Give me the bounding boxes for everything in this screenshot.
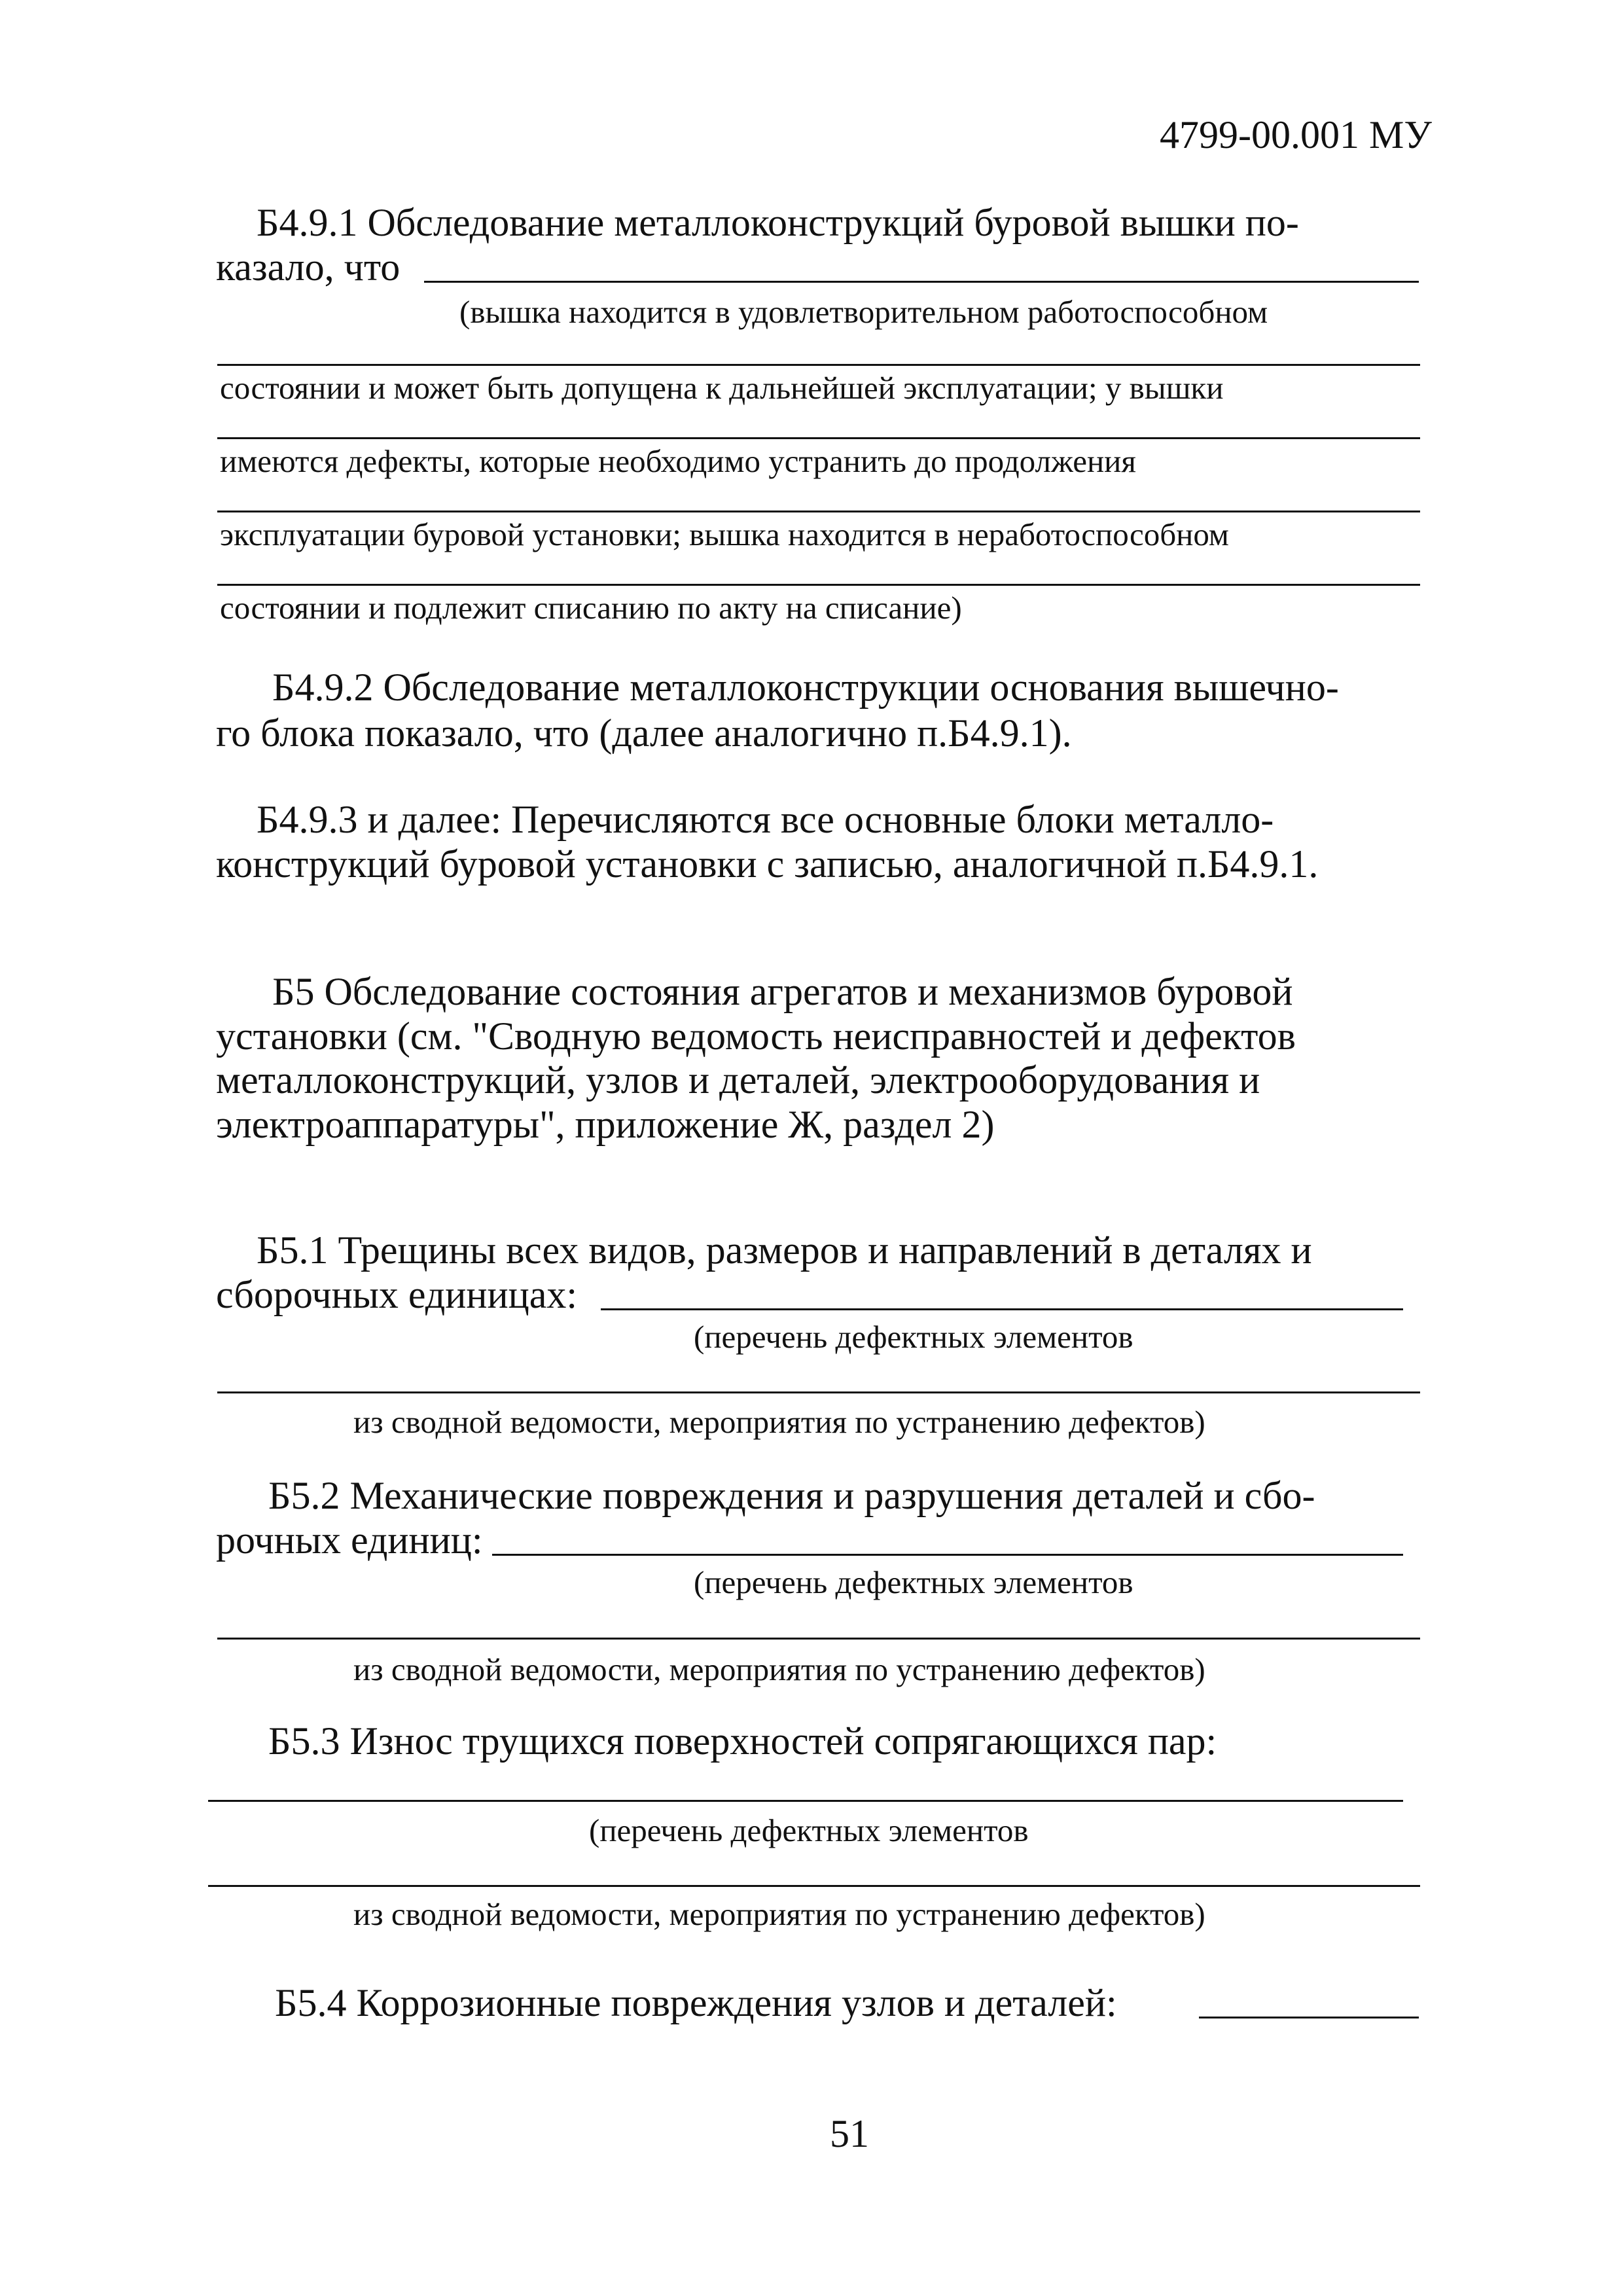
hint-text: эксплуатации буровой установки; вышка находится в неработоспособном (220, 516, 1229, 552)
paragraph-line: электроаппаратуры", приложение Ж, раздел 2) (216, 1103, 995, 1146)
paragraph-line: рочных единиц: (216, 1518, 483, 1562)
fill-in-line (601, 1308, 1403, 1310)
fill-in-line (217, 1638, 1420, 1640)
paragraph-line: Б5.2 Механические повреждения и разрушения деталей и сбо- (268, 1474, 1315, 1517)
fill-in-line (217, 364, 1420, 366)
paragraph-line: Б5.1 Трещины всех видов, размеров и направлений в деталях и (257, 1229, 1312, 1272)
paragraph-line: Б4.9.3 и далее: Перечисляются все основные блоки металло- (257, 798, 1274, 841)
fill-in-line (1199, 2017, 1419, 2018)
paragraph-line: го блока показало, что (далее аналогично п.Б4.9.1). (216, 711, 1072, 755)
fill-in-line (217, 437, 1420, 439)
paragraph-line: установки (см. "Сводную ведомость неисправностей и дефектов (216, 1014, 1296, 1058)
page-number: 51 (830, 2112, 869, 2155)
fill-in-line (208, 1800, 1403, 1802)
hint-text: (перечень дефектных элементов (694, 1564, 1133, 1600)
fill-in-line (492, 1554, 1403, 1556)
paragraph-line: Б5.4 Коррозионные повреждения узлов и деталей: (275, 1981, 1117, 2024)
paragraph-line: Б5 Обследование состояния агрегатов и механизмов буровой (272, 970, 1293, 1013)
paragraph-line: Б4.9.1 Обследование металлоконструкций буровой вышки по- (257, 201, 1299, 244)
document-code: 4799-00.001 МУ (1160, 113, 1432, 156)
hint-text: (перечень дефектных элементов (589, 1812, 1029, 1848)
paragraph-line: Б5.3 Износ трущихся поверхностей сопрягающихся пар: (268, 1719, 1217, 1763)
fill-in-line (217, 1391, 1420, 1393)
hint-text: имеются дефекты, которые необходимо устранить до продолжения (220, 443, 1136, 479)
paragraph-line: конструкций буровой установки с записью, аналогичной п.Б4.9.1. (216, 842, 1319, 886)
hint-text: состоянии и подлежит списанию по акту на списание) (220, 590, 962, 626)
fill-in-line (217, 584, 1420, 586)
hint-text: из сводной ведомости, мероприятия по устранению дефектов) (353, 1896, 1205, 1932)
fill-in-line (208, 1885, 1420, 1887)
paragraph-line: сборочных единицах: (216, 1273, 578, 1316)
fill-in-line (217, 511, 1420, 512)
hint-text: (перечень дефектных элементов (694, 1319, 1133, 1355)
paragraph-line: казало, что (216, 245, 401, 289)
hint-text: из сводной ведомости, мероприятия по устранению дефектов) (353, 1651, 1205, 1687)
fill-in-line (424, 281, 1419, 283)
hint-text: (вышка находится в удовлетворительном работоспособном (459, 294, 1268, 330)
hint-text: из сводной ведомости, мероприятия по устранению дефектов) (353, 1404, 1205, 1440)
paragraph-line: металлоконструкций, узлов и деталей, электрооборудования и (216, 1058, 1260, 1102)
paragraph-line: Б4.9.2 Обследование металлоконструкции основания вышечно- (272, 666, 1339, 709)
hint-text: состоянии и может быть допущена к дальнейшей эксплуатации; у вышки (220, 370, 1224, 406)
